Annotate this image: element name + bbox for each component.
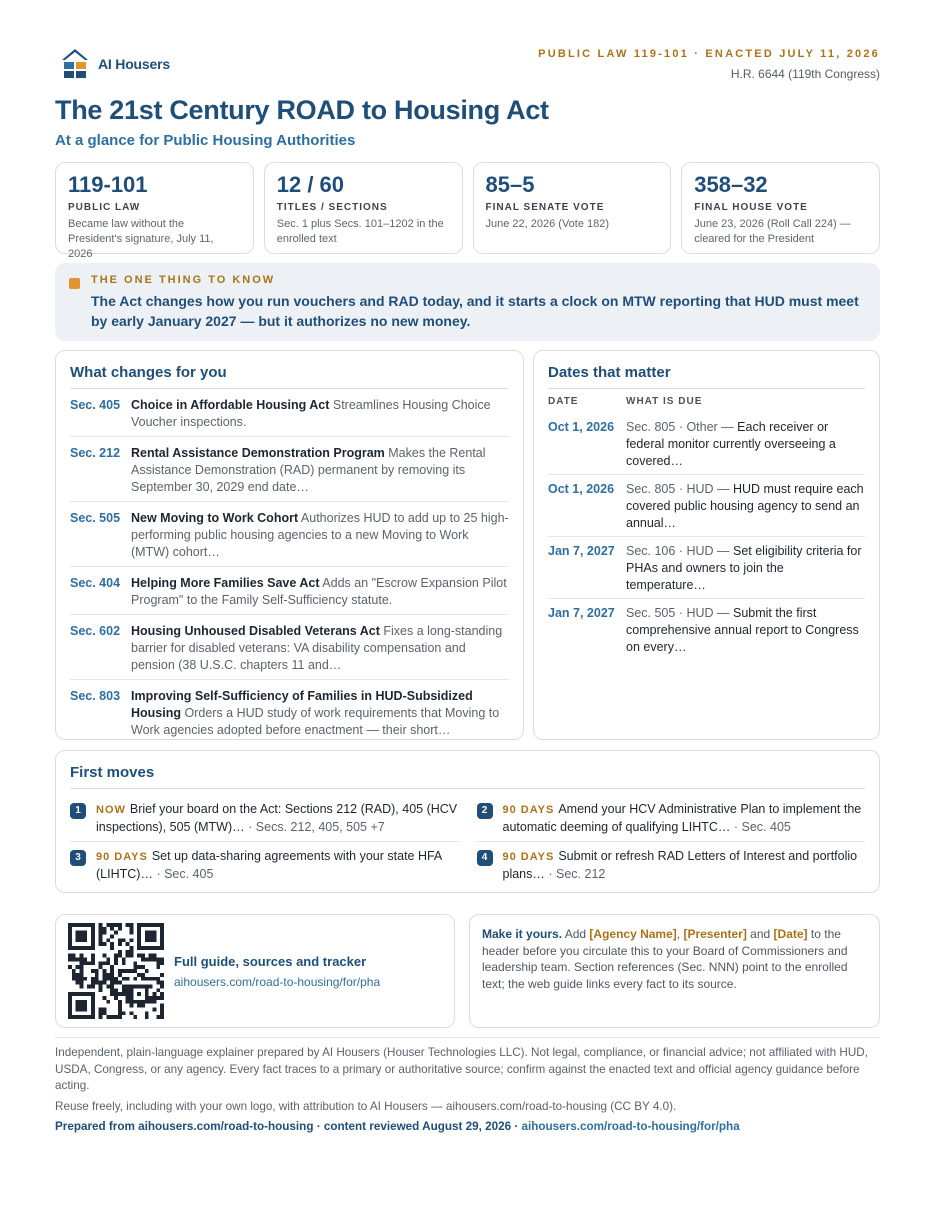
public-law-line: PUBLIC LAW 119-101 · ENACTED JULY 11, 2026	[538, 48, 880, 60]
change-item	[70, 437, 509, 502]
callout-kicker: THE ONE THING TO KNOW	[91, 274, 276, 286]
date-row	[548, 413, 865, 475]
stat-card-public-law	[55, 162, 254, 260]
stat-card-senate-vote	[473, 162, 672, 254]
stat-description: Sec. 1 plus Secs. 101–1202 in the enrolled text	[276, 218, 444, 245]
change-section: Sec. 405	[70, 398, 121, 412]
footer-prepared-text: Prepared from aihousers.com/road-to-housing · content reviewed August 29, 2026 ·	[55, 1120, 519, 1133]
changes-heading: What changes for you	[70, 364, 509, 389]
date-ref: Sec. 805 · HUD —	[626, 482, 730, 496]
date-text: HUD must require each covered public housing agency to send an annual…	[626, 482, 864, 530]
change-text: Streamlines Housing Choice Voucher inspections.	[131, 398, 491, 429]
change-item	[70, 567, 509, 615]
make-it-yours-panel	[469, 914, 880, 1028]
date-value: Jan 7, 2027	[548, 606, 615, 620]
first-moves-heading: First moves	[70, 764, 865, 789]
date-ref: Sec. 505 · HUD —	[626, 606, 730, 620]
change-item	[70, 389, 509, 437]
house-logo-icon	[61, 48, 89, 80]
stat-label: FINAL HOUSE VOTE	[694, 202, 808, 213]
move-ref: · Sec. 405	[733, 820, 791, 834]
stat-cards	[55, 162, 880, 260]
footer-link[interactable]: aihousers.com/road-to-housing/for/pha	[521, 1120, 740, 1133]
footer-divider	[55, 1037, 880, 1038]
make-text: Add	[564, 927, 587, 941]
footer-disclaimer: Independent, plain-language explainer prepared by AI Housers (Houser Technologies LLC). Not legal, compliance, or financial advice; not affiliated with HUD, USDA, Congress, or any agency. Every fact traces to a primary or authoritative source; confirm against the enacted text and official agency guidance before acting.	[55, 1046, 868, 1092]
dates-heading: Dates that matter	[548, 364, 865, 389]
change-item	[70, 615, 509, 680]
footer-prepared	[55, 1119, 880, 1136]
placeholder-date: [Date]	[773, 927, 808, 941]
change-text: Adds an "Escrow Expansion Pilot Program" to the Family Self-Sufficiency statute.	[131, 576, 507, 607]
change-title: New Moving to Work Cohort	[131, 511, 299, 525]
footer-license: Reuse freely, including with your own logo, with attribution to AI Housers — aihousers.com/road-to-housing (CC BY 4.0).	[55, 1099, 677, 1113]
move-timing: 90 DAYS	[502, 804, 555, 816]
footer	[55, 1045, 880, 1140]
stat-description: Became law without the President's signature, July 11, 2026	[68, 218, 214, 260]
date-row	[548, 537, 865, 599]
stat-label: TITLES / SECTIONS	[276, 202, 388, 213]
page-title: The 21st Century ROAD to Housing Act	[55, 95, 549, 125]
change-item	[70, 680, 509, 744]
date-value: Jan 7, 2027	[548, 544, 615, 558]
change-title: Choice in Affordable Housing Act	[131, 398, 330, 412]
changes-panel	[55, 350, 524, 740]
move-item	[477, 842, 866, 888]
key-takeaway-callout	[55, 263, 880, 341]
stat-value: 12 / 60	[276, 172, 345, 197]
make-it-yours-lead: Make it yours.	[482, 927, 563, 941]
qr-code-icon	[68, 923, 164, 1019]
move-text: Brief your board on the Act: Sections 212 (RAD), 405 (HCV inspections), 505 (MTW)…	[96, 802, 458, 834]
date-ref: Sec. 106 · HUD —	[626, 544, 730, 558]
move-item	[70, 842, 459, 888]
move-number-badge: 4	[477, 850, 493, 866]
move-ref: · Sec. 405	[156, 867, 214, 881]
stat-label: FINAL SENATE VOTE	[485, 202, 605, 213]
move-number-badge: 3	[70, 850, 86, 866]
move-item	[477, 795, 866, 842]
placeholder-presenter: [Presenter]	[683, 927, 747, 941]
change-text: Fixes a long-standing barrier for disabled veterans: VA disability compensation and pension (38 U.S.C. chapters 11 and…	[131, 624, 503, 672]
date-row	[548, 599, 865, 660]
date-value: Oct 1, 2026	[548, 420, 615, 434]
dates-table-header	[548, 396, 865, 413]
bill-number: H.R. 6644 (119th Congress)	[730, 67, 880, 81]
stat-value: 85–5	[485, 172, 535, 197]
header-meta	[538, 48, 880, 81]
change-item	[70, 502, 509, 567]
make-text: and	[750, 927, 771, 941]
change-title: Housing Unhoused Disabled Veterans Act	[131, 624, 380, 638]
change-section: Sec. 803	[70, 689, 121, 703]
col-header-what: WHAT IS DUE	[626, 396, 703, 407]
callout-marker-icon	[69, 278, 80, 289]
date-value: Oct 1, 2026	[548, 482, 615, 496]
change-title: Improving Self-Sufficiency of Families in HUD-Subsidized Housing	[131, 689, 473, 720]
moves-list	[70, 795, 865, 888]
change-section: Sec. 505	[70, 511, 121, 525]
move-timing: NOW	[96, 804, 126, 816]
move-text: Set up data-sharing agreements with your state HFA (LIHTC)…	[96, 849, 442, 881]
move-item	[70, 795, 459, 842]
brand-name: AI Housers	[98, 56, 170, 72]
change-section: Sec. 212	[70, 446, 121, 460]
change-section: Sec. 404	[70, 576, 121, 590]
placeholder-agency: [Agency Name]	[589, 927, 677, 941]
guide-link[interactable]: aihousers.com/road-to-housing/for/pha	[174, 974, 381, 989]
qr-title: Full guide, sources and tracker	[174, 953, 367, 969]
move-timing: 90 DAYS	[96, 851, 148, 863]
brand-logo	[61, 48, 170, 80]
move-ref: · Sec. 212	[548, 867, 606, 881]
move-text: Submit or refresh RAD Letters of Interest and portfolio plans…	[502, 849, 858, 881]
qr-panel	[55, 914, 455, 1028]
page-subtitle: At a glance for Public Housing Authorities	[55, 132, 356, 149]
stat-card-house-vote	[681, 162, 880, 254]
callout-text: The Act changes how you run vouchers and RAD today, and it starts a clock on MTW reporting that HUD must meet by early January 2027 — but it authorizes no new money.	[91, 293, 859, 329]
date-text: Each receiver or federal monitor currently overseeing a covered…	[626, 420, 836, 468]
stat-description: June 23, 2026 (Roll Call 224) — cleared for the President	[694, 218, 851, 245]
move-text: Amend your HCV Administrative Plan to implement the automatic deeming of qualifying LIHTC…	[502, 802, 862, 834]
change-text: Makes the Rental Assistance Demonstration (RAD) permanent by removing its September 30, 2029 end date…	[131, 446, 486, 494]
dates-panel	[533, 350, 880, 740]
move-number-badge: 1	[70, 803, 86, 819]
stat-value: 358–32	[694, 172, 768, 197]
move-ref: · Secs. 212, 405, 505 +7	[248, 820, 385, 834]
date-row	[548, 475, 865, 537]
stat-label: PUBLIC LAW	[68, 202, 141, 213]
first-moves-panel	[55, 750, 880, 893]
stat-description: June 22, 2026 (Vote 182)	[485, 218, 610, 230]
col-header-date: DATE	[548, 396, 579, 407]
change-section: Sec. 602	[70, 624, 121, 638]
move-number-badge: 2	[477, 803, 493, 819]
stat-card-titles-sections	[264, 162, 463, 254]
date-text: Set eligibility criteria for PHAs and owners to join the temperature…	[626, 544, 862, 592]
change-text: Orders a HUD study of work requirements that Moving to Work agencies adopted before enactment — their short…	[131, 706, 500, 737]
change-title: Helping More Families Save Act	[131, 576, 320, 590]
date-ref: Sec. 805 · Other —	[626, 420, 734, 434]
make-text: ,	[676, 927, 681, 941]
stat-value: 119-101	[68, 172, 148, 197]
move-timing: 90 DAYS	[502, 851, 555, 863]
change-title: Rental Assistance Demonstration Program	[131, 446, 385, 460]
make-text: to the header before you circulate this to your Board of Commissioners and leadership team. Section references (Sec. NNN) point to the enrolled text; the web guide links every fact to its source.	[482, 927, 848, 991]
change-text: Authorizes HUD to add up to 25 high-performing public housing agencies to a new Moving to Work (MTW) cohort…	[131, 511, 509, 559]
date-text: Submit the first comprehensive annual report to Congress on every…	[626, 606, 859, 654]
